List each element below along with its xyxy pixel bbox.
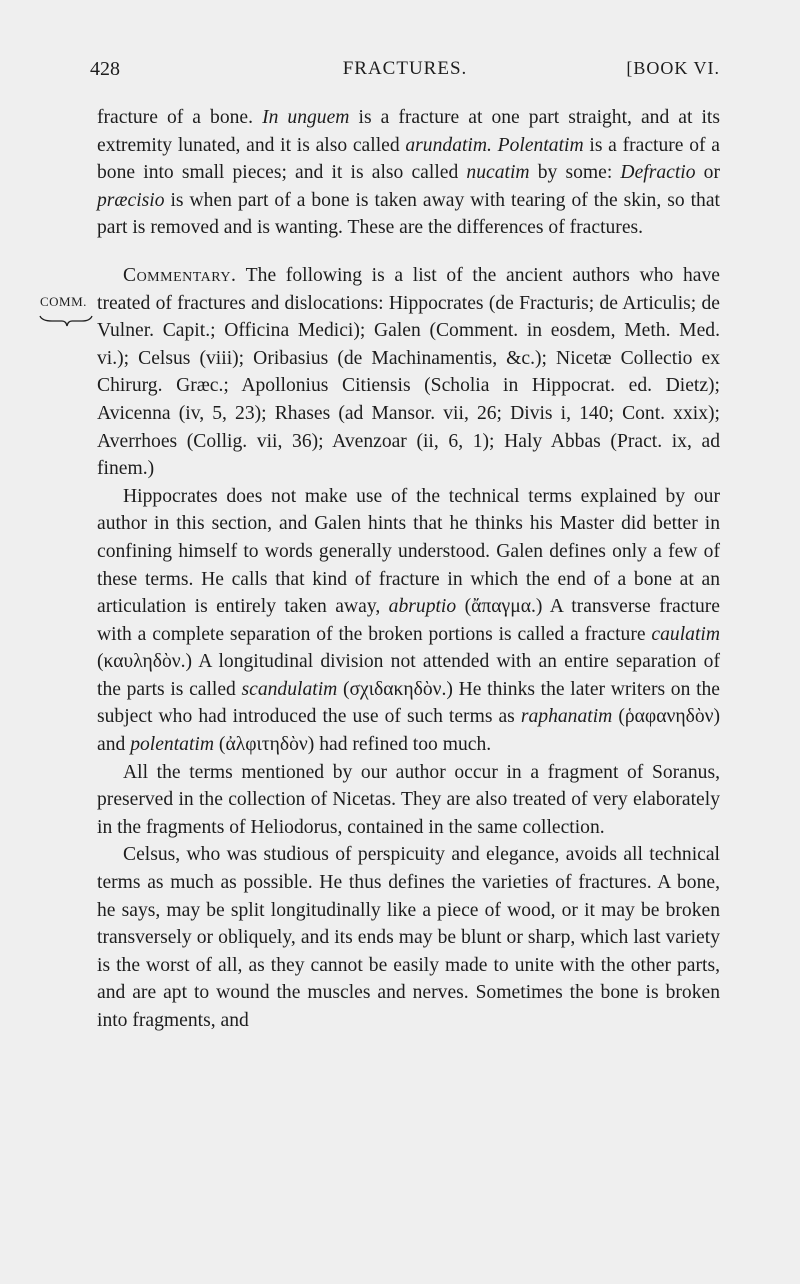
running-header	[90, 58, 720, 88]
body-text	[97, 104, 720, 1035]
page-number: 428	[90, 58, 120, 80]
paragraph-commentary: Commentary. The following is a list of the ancient authors who have treated of fractures and dislocations: Hippocrates (de Fracturis; de Articulis; de Vulner. Capit.; Officina Medici); Galen (Comment. in eosdem, Meth. Med. vi.); Celsus (viii); Oribasius (de Machinamentis, &c.); Nicetæ Collectio ex Chirurg. Græc.; Apollonius Citiensis (Scholia in Hippocrat. ed. Dietz); Avicenna (iv, 5, 23); Rhases (ad Mansor. vii, 26; Divis i, 140; Cont. xxix); Averrhoes (Collig. vii, 36); Avenzoar (ii, 6, 1); Haly Abbas (Pract. ix, ad finem.)	[97, 264, 720, 480]
margin-note: COMM.	[40, 294, 87, 309]
margin-brace-icon	[38, 314, 94, 328]
running-title: FRACTURES.	[342, 58, 468, 79]
paragraph-3: Hippocrates does not make use of the technical terms explained by our author in this section, and Galen hints that he thinks his Master did better in confining himself to words generally understood. Galen defines only a few of these terms. He calls that kind of fracture in which the end of a bone at an articulation is entirely taken away, abruptio (ἄπαγμα.) A transverse fracture with a complete separation of the broken portions is called a fracture caulatim (καυληδὸν.) A longitudinal division not attended with an entire separation of the parts is called scandulatim (σχιδακηδὸν.) He thinks the later writers on the subject who had introduced the use of such terms as raphanatim (ῥαφανηδὸν) and polentatim (ἀλφιτηδὸν) had refined too much.	[97, 485, 721, 756]
paragraph-1: fracture of a bone. In unguem is a fracture at one part straight, and at its extremity lunated, and it is also called arundatim. Polentatim is a fracture of a bone into small pieces; and it is also called nucatim by some: Defractio or præcisio is when part of a bone is taken away with tearing of the skin, so that part is removed and is wanting. These are the differences of fractures.	[97, 107, 720, 239]
commentary-heading: Commentary.	[123, 264, 237, 286]
book-reference: [BOOK VI.	[626, 58, 720, 78]
paragraph-5: Celsus, who was studious of perspicuity and elegance, avoids all technical terms as much as possible. He thus defines the varieties of fractures. A bone, he says, may be split longitudinally like a piece of wood, or it may be broken transversely or obliquely, and its ends may be blunt or sharp, which last variety is the worst of all, as they cannot be easily made to unite with the other parts, and are apt to wound the muscles and nerves. Sometimes the bone is broken into fragments, and	[97, 844, 720, 1031]
paragraph-4: All the terms mentioned by our author occur in a fragment of Soranus, preserved in the collection of Nicetas. They are also treated of very elaborately in the fragments of Heliodorus, contained in the same collection.	[97, 761, 720, 838]
